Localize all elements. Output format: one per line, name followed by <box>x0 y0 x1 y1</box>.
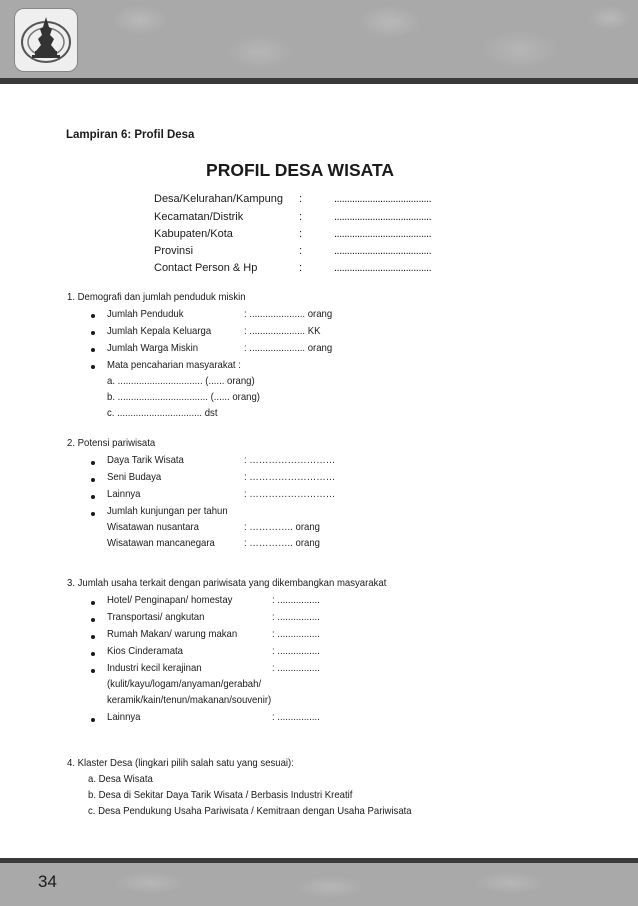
item-value: : ……………………… <box>244 489 336 500</box>
item-value: : ................ <box>272 612 320 623</box>
appendix-label: Lampiran 6: Profil Desa <box>66 129 195 141</box>
field-colon: : <box>299 211 303 223</box>
sub-line: b. .................................. (...... orang) <box>107 392 260 403</box>
craft-note: keramik/kain/tenun/makanan/souvenir) <box>107 695 272 706</box>
section-heading: 2. Potensi pariwisata <box>67 438 156 449</box>
bullet-icon <box>91 669 95 673</box>
section-heading: 4. Klaster Desa (lingkari pilih salah satu yang sesuai): <box>67 758 294 769</box>
section-heading: 3. Jumlah usaha terkait dengan pariwisata yang dikembangkan masyarakat <box>67 578 387 589</box>
bullet-icon <box>91 478 95 482</box>
page-title: PROFIL DESA WISATA <box>206 160 394 180</box>
craft-note: (kulit/kayu/logam/anyaman/gerabah/ <box>107 679 262 690</box>
bullet-icon <box>91 652 95 656</box>
field-blank: ...................................... <box>334 228 432 240</box>
item-value: : ................ <box>272 646 320 657</box>
bullet-icon <box>91 601 95 605</box>
item-value: : ................ <box>272 629 320 640</box>
bullet-icon <box>91 495 95 499</box>
bullet-icon <box>91 331 95 335</box>
field-label: Contact Person & Hp <box>154 262 258 274</box>
bullet-icon <box>91 618 95 622</box>
cluster-option: a. Desa Wisata <box>88 774 153 785</box>
item-label: Industri kecil kerajinan <box>107 663 202 674</box>
field-blank: ...................................... <box>334 262 432 274</box>
sub-line-value: : ………….. orang <box>244 538 320 549</box>
field-label: Kecamatan/Distrik <box>154 211 244 223</box>
item-value: : ..................... orang <box>244 343 333 354</box>
item-label: Seni Budaya <box>107 472 162 483</box>
item-value: : ..................... KK <box>244 326 321 337</box>
section-heading: 1. Demografi dan jumlah penduduk miskin <box>67 292 246 303</box>
field-label: Kabupaten/Kota <box>154 228 233 240</box>
field-blank: ...................................... <box>334 211 432 223</box>
item-label: Kios Cinderamata <box>107 646 183 657</box>
bullet-icon <box>91 365 95 369</box>
item-value: : ..................... orang <box>244 309 333 320</box>
sub-line-value: : ………….. orang <box>244 522 320 533</box>
item-label: Mata pencaharian masyarakat : <box>107 360 241 371</box>
item-value: : ……………………… <box>244 472 336 483</box>
field-colon: : <box>299 262 303 274</box>
item-label: Rumah Makan/ warung makan <box>107 629 238 640</box>
item-label: Jumlah kunjungan per tahun <box>107 506 228 517</box>
field-colon: : <box>299 228 303 240</box>
item-value: : ……………………… <box>244 455 336 466</box>
bullet-icon <box>91 348 95 352</box>
field-blank: ...................................... <box>334 193 432 205</box>
cluster-option: b. Desa di Sekitar Daya Tarik Wisata / Berbasis Industri Kreatif <box>88 790 353 801</box>
field-label: Provinsi <box>154 245 194 257</box>
sub-line-label: Wisatawan mancanegara <box>107 538 215 549</box>
field-colon: : <box>299 245 303 257</box>
item-value: : ................ <box>272 663 320 674</box>
bullet-icon <box>91 461 95 465</box>
bullet-icon <box>91 512 95 516</box>
item-label: Lainnya <box>107 712 141 723</box>
bullet-icon <box>91 635 95 639</box>
bullet-icon <box>91 718 95 722</box>
item-label: Hotel/ Penginapan/ homestay <box>107 595 233 606</box>
page-number: 34 <box>38 872 57 891</box>
item-value: : ................ <box>272 595 320 606</box>
item-label: Daya Tarik Wisata <box>107 455 184 466</box>
field-colon: : <box>299 193 303 205</box>
field-label: Desa/Kelurahan/Kampung <box>154 193 284 205</box>
item-value: : ................ <box>272 712 320 723</box>
item-label: Lainnya <box>107 489 141 500</box>
field-blank: ...................................... <box>334 245 432 257</box>
cluster-option: c. Desa Pendukung Usaha Pariwisata / Kemitraan dengan Usaha Pariwisata <box>88 806 412 817</box>
sub-line-label: Wisatawan nusantara <box>107 522 199 533</box>
item-label: Jumlah Kepala Keluarga <box>107 326 212 337</box>
sub-line: c. ................................ dst <box>107 408 218 419</box>
sub-line: a. ................................ (...... orang) <box>107 376 255 387</box>
item-label: Transportasi/ angkutan <box>107 612 205 623</box>
item-label: Jumlah Penduduk <box>107 309 184 320</box>
item-label: Jumlah Warga Miskin <box>107 343 199 354</box>
bullet-icon <box>91 314 95 318</box>
